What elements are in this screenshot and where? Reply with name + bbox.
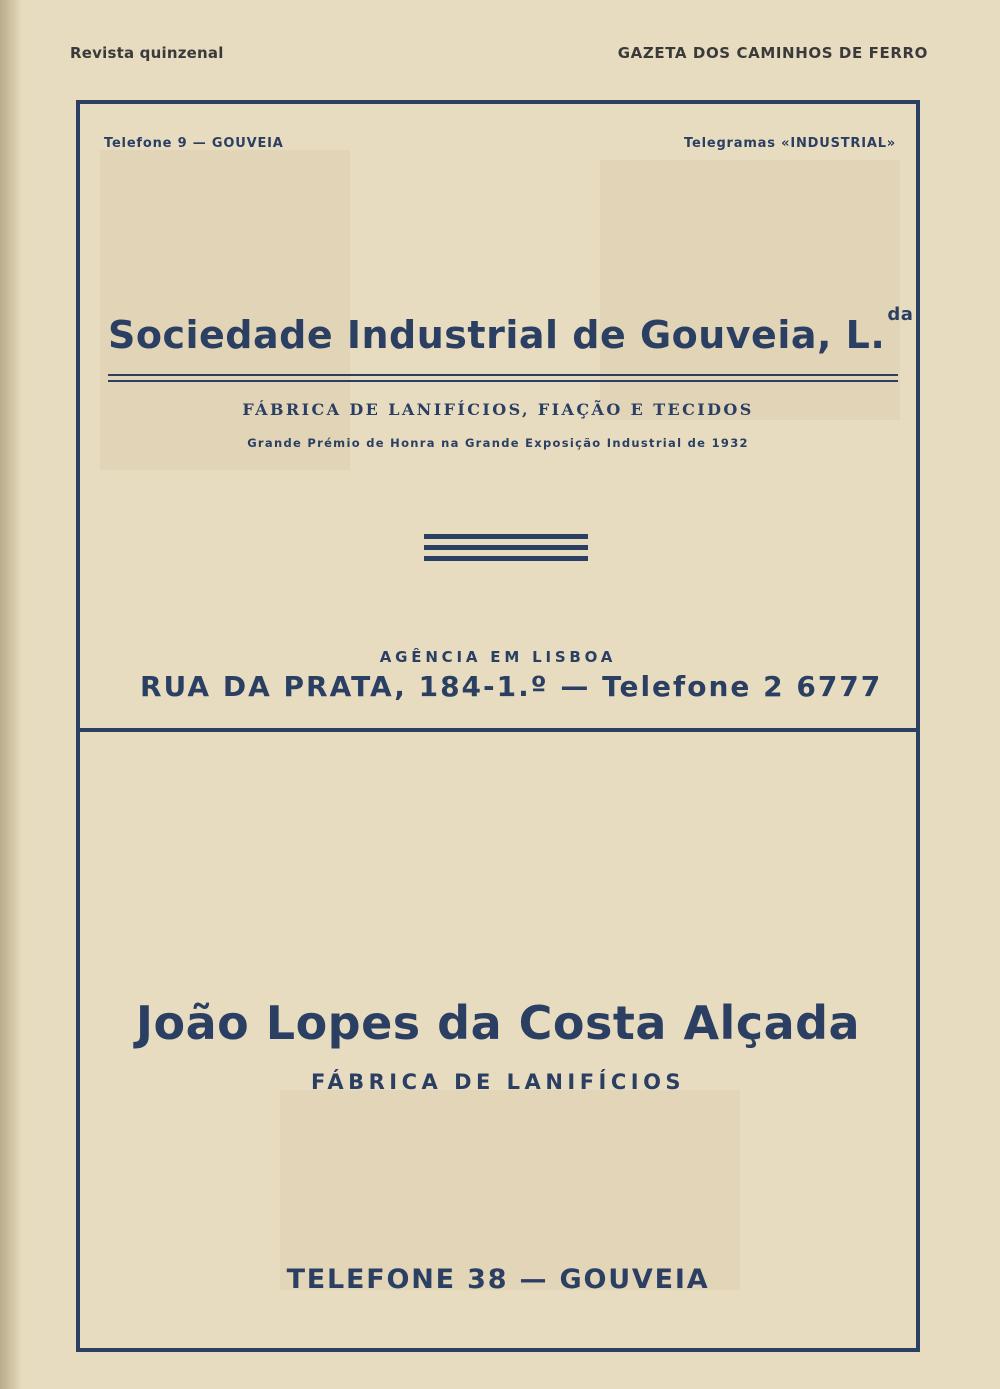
product-line: FÁBRICA DE LANIFÍCIOS [310, 1070, 686, 1094]
company-name-text: Sociedade Industrial de Gouveia, L. [108, 313, 886, 357]
agency-label: AGÊNCIA EM LISBOA [379, 648, 617, 666]
page-binding-edge [0, 0, 22, 1389]
award-line: Grande Prémio de Honra na Grande Exposição Industrial de 1932 [247, 436, 749, 450]
company-name-heading: João Lopes da Costa Alçada [135, 996, 861, 1050]
agency-address: RUA DA PRATA, 184-1.º — Telefone 2 6777 [140, 670, 883, 703]
product-line: FÁBRICA DE LANIFÍCIOS, FIAÇÃO E TECIDOS [242, 400, 754, 419]
phone-line: TELEFONE 38 — GOUVEIA [286, 1264, 710, 1295]
ornament-bar [424, 534, 588, 539]
company-name-heading [108, 304, 914, 357]
company-name-suffix: da [887, 304, 914, 325]
running-head-left: Revista quinzenal [70, 44, 224, 62]
ornament-bar [424, 545, 588, 550]
ornament-bar [424, 556, 588, 561]
double-rule-top [108, 374, 898, 376]
advertisement-sociedade-industrial [76, 100, 920, 732]
advertisement-joao-lopes [76, 728, 920, 1352]
telegram-header: Telegramas «INDUSTRIAL» [684, 136, 896, 151]
phone-header: Telefone 9 — GOUVEIA [104, 136, 284, 151]
running-head-right: GAZETA DOS CAMINHOS DE FERRO [617, 44, 928, 62]
double-rule-bottom [108, 380, 898, 382]
